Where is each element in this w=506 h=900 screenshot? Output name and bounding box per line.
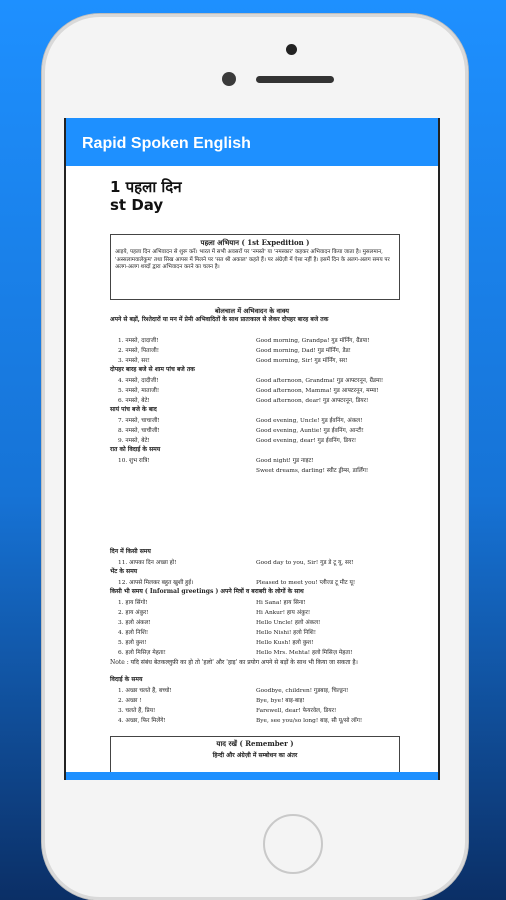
phrase-row: 4. अच्छा, फिर मिलेंगे! Bye, see you/so long! बाइ, सी यू/सो लॉग!: [118, 718, 363, 724]
phrase-row: 12. आपसे मिलकर बहुत खुशी हुई। Pleased to meet you! प्लीज्ड टू मीट यू!: [118, 580, 356, 586]
phrase-row: 4. नमस्ते, दादीजी! Good afternoon, Grandma! गुड आफ्टरनून, ग्रैंडमा!: [118, 378, 384, 384]
phrase-row: 1. नमस्ते, दादाजी! Good morning, Grandpa! गुड मॉर्निंग, ग्रैंडपा!: [118, 338, 370, 344]
proximity-sensor: [222, 72, 236, 86]
day-heading: [110, 178, 182, 214]
phrase-row: 7. नमस्ते, चाचाजी! Good evening, Uncle! गुड ईवनिंग, अंकल!: [118, 418, 363, 424]
front-camera: [286, 44, 297, 55]
remember-box: [110, 736, 400, 776]
phrase-row: Sweet dreams, darling! स्वीट ड्रीम्स, डार्लिंग!: [256, 468, 369, 474]
phrase-row: 3. नमस्ते, सर! Good morning, Sir! गुड मॉर्निंग, सर!: [118, 358, 348, 364]
phrase-row: 8. नमस्ते, चाचीजी! Good evening, Auntie! गुड ईवनिंग, आन्टी!: [118, 428, 364, 434]
phrase-row: 1. अच्छा चलते हैं, बच्चो! Goodbye, children! गुडबाइ, चिल्ड्रन!: [118, 688, 349, 694]
subheading-meet: भेंट के समय: [110, 568, 138, 575]
expedition-title: पहला अभियान ( 1st Expedition ): [200, 238, 310, 247]
phrase-row: 9. नमस्ते, बेटे! Good evening, dear! गुड ईवनिंग, डियर!: [118, 438, 357, 444]
phrase-row: 10. शुभ रात्रि! Good night! गुड नाइट!: [118, 458, 314, 464]
remember-body: हिन्दी और अंग्रेज़ी में सम्बोधन का अंतर: [212, 752, 298, 759]
earpiece-speaker: [256, 76, 334, 83]
phrase-row: 4. हलो निशि! Hello Nishi! हलो निशि!: [118, 630, 317, 636]
subheading-night: रात को विदाई के समय: [110, 446, 161, 453]
subheading-evening: सायं पांच बजे के बाद: [110, 406, 157, 413]
day-heading-line2: st Day: [110, 196, 164, 214]
expedition-box: [110, 234, 400, 300]
phrase-row: 2. हाय अंकुर! Hi Ankur! हाय अंकुर!: [118, 610, 311, 616]
subheading-afternoon: दोपहर बारह बजे से शाम पांच बजे तक: [110, 366, 195, 373]
phrase-row: 1. हाय सिंगो! Hi Sana! हाय सिना!: [118, 600, 306, 606]
phrase-row: 11. आपका दिन अच्छा हो! Good day to you, Sir! गुड डे टू यू, सर!: [118, 560, 354, 566]
bottom-bar: [66, 772, 438, 780]
lesson-page[interactable]: [66, 166, 438, 772]
note-text: Note : यदि संबंध बेतकल्लुफ़ी का हो तो 'हलो' और 'हाइ' का प्रयोग अपने से बड़ों के साथ भी किया जा सकता है।: [110, 659, 358, 666]
phrase-row: 5. नमस्ते, माताजी! Good afternoon, Mamma! गुड आफ्टरनून, मम्मा!: [118, 388, 379, 394]
section-title: बोलचाल में अभिवादन के वाक्य: [214, 307, 290, 315]
phrase-row: 3. चलते हैं, प्रिय! Farewell, dear! फेयरवेल, डियर!: [118, 708, 337, 714]
remember-title: याद रखें ( Remember ): [216, 739, 294, 748]
phrase-row: 6. हलो मिसिज़ मेहता! Hello Mrs. Mehta! हलो मिसिज़ मेहता!: [118, 650, 353, 656]
subheading-informal: किसी भी समय ( Informal greetings ) अपने मित्रों व बराबरी के लोगों के साथ: [110, 588, 304, 595]
app-title: Rapid Spoken English: [82, 135, 251, 152]
app-screen: [64, 118, 440, 780]
phrase-row: 3. हलो अंकल! Hello Uncle! हलो अंकल!: [118, 620, 321, 626]
phrase-row: 2. नमस्ते, पिताजी! Good morning, Dad! गुड मॉर्निंग, डैड!: [118, 348, 352, 354]
home-button[interactable]: [263, 814, 323, 874]
expedition-body: आइये, पहला दिन अभिवादन से शुरू करें। भारत में सभी अवसरों पर 'नमस्ते' या 'नमस्कार' कहकर अभिवादन किया जाता है। मुसलमान, 'अस्सलामवालेकुम' तथा सिख आपस में मिलने पर 'सत श्री अकाल' कहते हैं। पर अंग्रेज़ी में ऐसा नहीं है। इसमें दिन के अलग-अलग समय पर अलग-अलग शब्दों द्वारा अभिवादन करने का चलन है।: [115, 249, 390, 271]
phrase-row: 2. अच्छा ! Bye, bye! बाइ-बाइ!: [118, 698, 305, 704]
subheading-farewell: विदाई के समय: [110, 676, 143, 683]
phrase-row: 6. नमस्ते, बेटे! Good afternoon, dear! गुड आफ्टरनून, डियर!: [118, 398, 369, 404]
app-bar: [66, 118, 438, 166]
subheading-anytime: दिन में किसी समय: [110, 548, 151, 555]
day-heading-line1: 1 पहला दिन: [110, 178, 182, 196]
phrase-row: 5. हलो कुश! Hello Kush! हलो कुश!: [118, 640, 314, 646]
subheading-morning: अपने से बड़ों, रिश्तेदारों या मन में प्रेमी अभिवादितों के साथ प्रातःकाल से लेकर दोपहर बारह बजे तक: [110, 316, 329, 323]
